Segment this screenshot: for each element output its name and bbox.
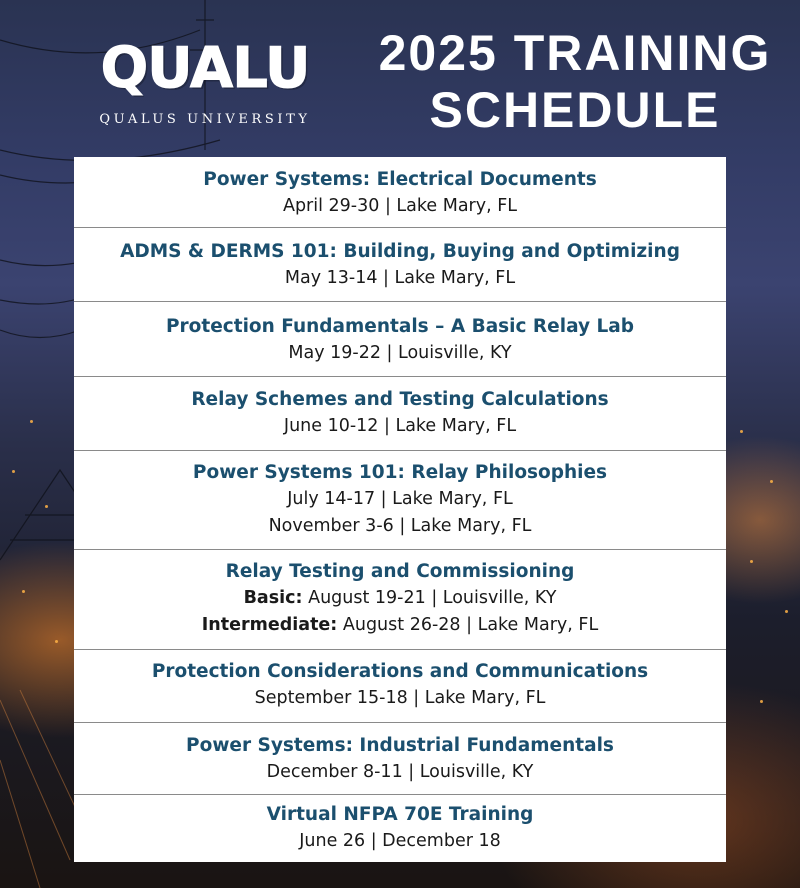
logo-subtitle: QUALUS UNIVERSITY bbox=[99, 112, 311, 127]
course-row bbox=[74, 302, 726, 377]
course-row bbox=[74, 377, 726, 451]
course-session: July 14-17 | Lake Mary, FL bbox=[287, 489, 513, 509]
course-row bbox=[74, 451, 726, 550]
course-title: Power Systems 101: Relay Philosophies bbox=[192, 462, 608, 483]
city-light bbox=[760, 700, 763, 703]
city-light bbox=[12, 470, 15, 473]
session-label: Basic: bbox=[243, 588, 303, 608]
course-session: May 19-22 | Louisville, KY bbox=[288, 343, 512, 363]
course-row bbox=[74, 650, 726, 723]
course-row bbox=[74, 228, 726, 302]
course-row bbox=[74, 550, 726, 650]
course-title: Relay Schemes and Testing Calculations bbox=[191, 389, 609, 410]
course-title: Virtual NFPA 70E Training bbox=[266, 804, 534, 825]
course-session: May 13-14 | Lake Mary, FL bbox=[284, 268, 516, 288]
city-light bbox=[30, 420, 33, 423]
course-title: Relay Testing and Commissioning bbox=[225, 561, 575, 582]
course-session bbox=[74, 612, 726, 639]
course-row bbox=[74, 795, 726, 862]
session-text: August 19-21 | Louisville, KY bbox=[308, 588, 557, 608]
course-title: Protection Fundamentals – A Basic Relay Lab bbox=[165, 316, 634, 337]
course-session: April 29-30 | Lake Mary, FL bbox=[282, 196, 518, 216]
city-light bbox=[55, 640, 58, 643]
page-title bbox=[350, 24, 800, 138]
course-session: June 26 | December 18 bbox=[299, 831, 501, 851]
course-title: ADMS & DERMS 101: Building, Buying and Optimizing bbox=[120, 241, 680, 262]
qualu-logo bbox=[74, 34, 336, 134]
city-light bbox=[785, 610, 788, 613]
city-light bbox=[770, 480, 773, 483]
course-title: Protection Considerations and Communications bbox=[151, 661, 649, 682]
course-title: Power Systems: Industrial Fundamentals bbox=[186, 735, 614, 756]
city-light bbox=[45, 505, 48, 508]
logo-wordmark: QUALU bbox=[100, 36, 310, 101]
session-text: August 26-28 | Lake Mary, FL bbox=[342, 615, 599, 635]
course-session: December 8-11 | Louisville, KY bbox=[266, 762, 534, 782]
title-line-2: SCHEDULE bbox=[429, 82, 721, 138]
course-session: September 15-18 | Lake Mary, FL bbox=[254, 688, 546, 708]
title-line-1: 2025 TRAINING bbox=[378, 25, 772, 81]
schedule-card bbox=[74, 157, 726, 862]
course-session: November 3-6 | Lake Mary, FL bbox=[268, 516, 532, 536]
course-row bbox=[74, 723, 726, 795]
course-title: Power Systems: Electrical Documents bbox=[203, 169, 597, 190]
city-light bbox=[740, 430, 743, 433]
course-session bbox=[74, 585, 726, 612]
city-light bbox=[750, 560, 753, 563]
course-row bbox=[74, 157, 726, 228]
course-session: June 10-12 | Lake Mary, FL bbox=[283, 416, 517, 436]
session-label: Intermediate: bbox=[201, 615, 338, 635]
city-light bbox=[22, 590, 25, 593]
